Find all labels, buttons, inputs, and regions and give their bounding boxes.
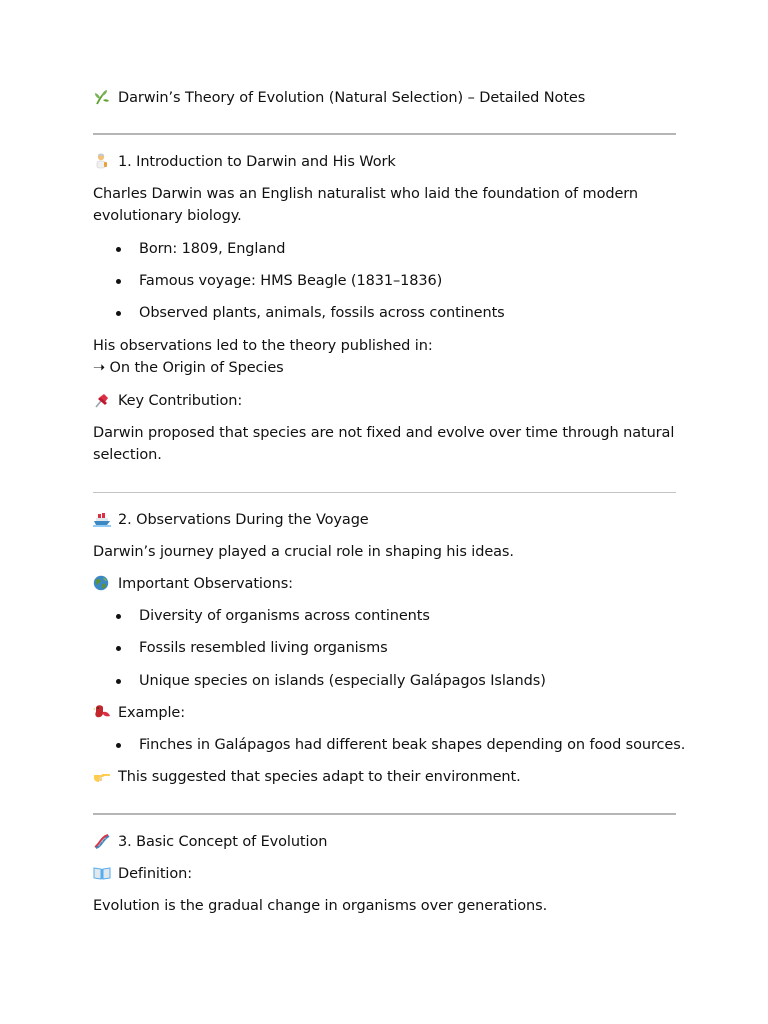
ship-icon xyxy=(93,511,111,527)
suggestion-text: This suggested that species adapt to their environment. xyxy=(118,769,521,785)
section-1-heading xyxy=(93,151,396,173)
bullet-icon xyxy=(116,679,121,684)
section-2-intro: Darwin’s journey played a crucial role in shaping his ideas. xyxy=(93,544,514,560)
bullet-icon xyxy=(116,279,121,284)
seedling-icon xyxy=(93,89,111,105)
open-book-icon xyxy=(93,865,111,881)
definition-label-text: Definition: xyxy=(118,866,192,882)
contribution-line-1: Darwin proposed that species are not fixed and evolve over time through natural xyxy=(93,425,675,441)
intro-line-1: Charles Darwin was an English naturalist who laid the foundation of modern xyxy=(93,186,638,202)
definition-text: Evolution is the gradual change in organisms over generations. xyxy=(93,898,548,914)
published-line: His observations led to the theory published in: xyxy=(93,338,433,354)
contribution-line-2: selection. xyxy=(93,447,162,463)
example-text: Example: xyxy=(118,705,185,721)
bird-icon xyxy=(93,704,111,720)
section-2-heading-text: 2. Observations During the Voyage xyxy=(118,512,369,528)
section-3-heading xyxy=(93,831,327,853)
definition-label xyxy=(93,863,192,885)
section-3-heading-text: 3. Basic Concept of Evolution xyxy=(118,834,328,850)
divider xyxy=(93,813,676,815)
section-1-heading-text: 1. Introduction to Darwin and His Work xyxy=(118,154,396,170)
suggestion-line xyxy=(93,766,521,788)
divider xyxy=(93,133,676,135)
example-label xyxy=(93,702,185,724)
document-title xyxy=(93,87,585,109)
bullet-icon xyxy=(116,743,121,748)
divider xyxy=(93,492,676,493)
bullet-icon xyxy=(116,311,121,316)
key-contribution-label xyxy=(93,390,242,412)
scientist-icon xyxy=(93,153,111,169)
book-title-line: ➝ On the Origin of Species xyxy=(93,360,284,376)
important-observations-text: Important Observations: xyxy=(118,576,293,592)
bullet-icon xyxy=(116,247,121,252)
pushpin-icon xyxy=(93,392,111,408)
intro-line-2: evolutionary biology. xyxy=(93,208,242,224)
pointing-hand-icon xyxy=(93,768,111,784)
title-text: Darwin’s Theory of Evolution (Natural Selection) – Detailed Notes xyxy=(118,90,586,106)
important-observations-label xyxy=(93,573,293,595)
bullet-icon xyxy=(116,646,121,651)
key-contribution-text: Key Contribution: xyxy=(118,393,243,409)
bullet-icon xyxy=(116,614,121,619)
globe-icon xyxy=(93,575,111,591)
section-2-heading xyxy=(93,509,369,531)
dna-icon xyxy=(93,833,111,849)
